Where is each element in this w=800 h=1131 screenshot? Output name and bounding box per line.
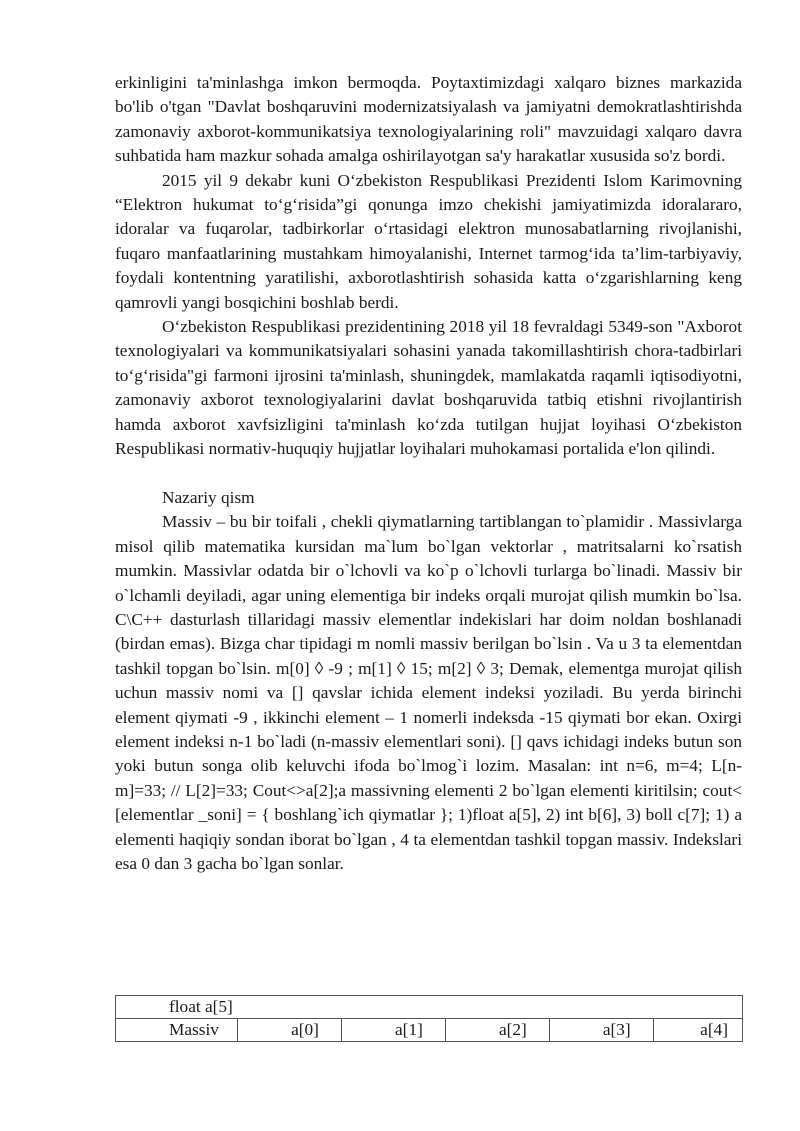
theory-paragraph: Massiv – bu bir toifali , chekli qiymatlarning tartiblangan to`plamidir . Massivlarga misol qilib matematika kursidan ma`lum bo`lgan vektorlar , matritsalarni ko`rsatish mumkin. Massivlar odatda bir o`lchovli va ko`p o`lchovli turlarga bo`linadi. Massiv bir o`lchamli deyiladi, agar uning elementiga bir indeks orqali murojat qilish mumkin bo`lsa. C\C++ dasturlash tillaridagi massiv elementlar indekislari har doim noldan boshlanadi (birdan emas). Bizga char tipidagi m nomli massiv berilgan bo`lsin . Va u 3 ta elementdan tashkil topgan bo`lsin. m[0] ◊ -9 ; m[1] ◊ 15; m[2] ◊ 3; Demak, elementga murojat qilish uchun massiv nomi va [] qavslar ichida element indeksi yoziladi. Bu yerda birinchi element qiymati -9 , ikkinchi element – 1 nomerli indeksda -15 qiymati bor ekan. Oxirgi element indeksi n-1 bo`ladi (n-massiv elementlari soni). [] qavs ichidagi indeks butun son yoki butun songa olib keluvchi ifoda bo`lmog`i lozim. Masalan: int n=6, m=4; L[n-m]=33; // L[2]=33; Cout<>a[2];a massivning elementi 2 bo`lgan elementi kiritilsin; cout< [elementlar _soni] = { boshlang`ich qiymatlar }; 1)float a[5], 2) int b[6], 3) boll c[7]; 1) a elementi haqiqiy sondan iborat bo`lgan , 4 ta elementdan tashkil topgan massiv. Indekslari esa 0 dan 3 gacha bo`lgan sonlar.	[115, 512, 742, 873]
array-table	[115, 995, 743, 1042]
table-cell: a[4]	[653, 1019, 742, 1042]
section-heading: Nazariy qism	[162, 487, 255, 507]
table-cell: a[0]	[238, 1019, 342, 1042]
blank-line	[115, 462, 742, 486]
intro-paragraph: erkinligini ta'minlashga imkon bermoqda. Poytaxtimizdagi xalqaro biznes markazida bo'lib o'tgan "Davlat boshqaruvini modernizatsiyalash va jamiyatni demokratlashtirishda zamonaviy axborot-kommunikatsiya texnologiyalarining roli" mavzuidagi xalqaro davra suhbatida ham mazkur sohada amalga oshirilayotgan sa'y harakatlar xususida so'z bordi.	[115, 73, 742, 166]
table-cell: a[3]	[549, 1019, 653, 1042]
table-header-cell: float a[5]	[116, 996, 743, 1019]
table-cell: a[1]	[341, 1019, 445, 1042]
presidential-decree-paragraph: O‘zbekiston Respublikasi prezidentining 2018 yil 18 fevraldagi 5349-son "Axborot texnologiyalari va kommunikatsiyalari sohasini yanada takomillashtirish chora-tadbirlari to‘g‘risida"gi farmoni ijrosini ta'minlash, shuningdek, mamlakatda raqamli iqtisodiyotni, zamonaviy axborot texnologiyalarini davlat boshqaruvida tatbiq etishni rivojlantirish hamda axborot xavfsizligini ta'minlash ko‘zda tutilgan hujjat loyihasi O‘zbekiston Respublikasi normativ-huquqiy hujjatlar loyihalari muhokamasi portalida e'lon qilindi.	[115, 317, 742, 459]
table-row-label: Massiv	[116, 1019, 238, 1042]
table-cell: a[2]	[445, 1019, 549, 1042]
table-row	[116, 1019, 743, 1042]
document-body	[115, 71, 742, 876]
table-header-row	[116, 996, 743, 1019]
e-government-paragraph: 2015 yil 9 dekabr kuni O‘zbekiston Respublikasi Prezidenti Islom Karimovning “Elektron hukumat to‘g‘risida”gi qonunga imzo chekishi jamiyatimizda idoralararo, idoralar va fuqarolar, tadbirkorlar o‘rtasidagi elektron munosabatlarning rivojlanishi, fuqaro manfaatlarining mustahkam himoyalanishi, Internet tarmog‘ida ta’lim-tarbiyaviy, foydali kontentning yaratilishi, axborotlashtirish sohasida katta o‘zgarishlarning keng qamrovli yangi bosqichini boshlab berdi.	[115, 170, 742, 312]
